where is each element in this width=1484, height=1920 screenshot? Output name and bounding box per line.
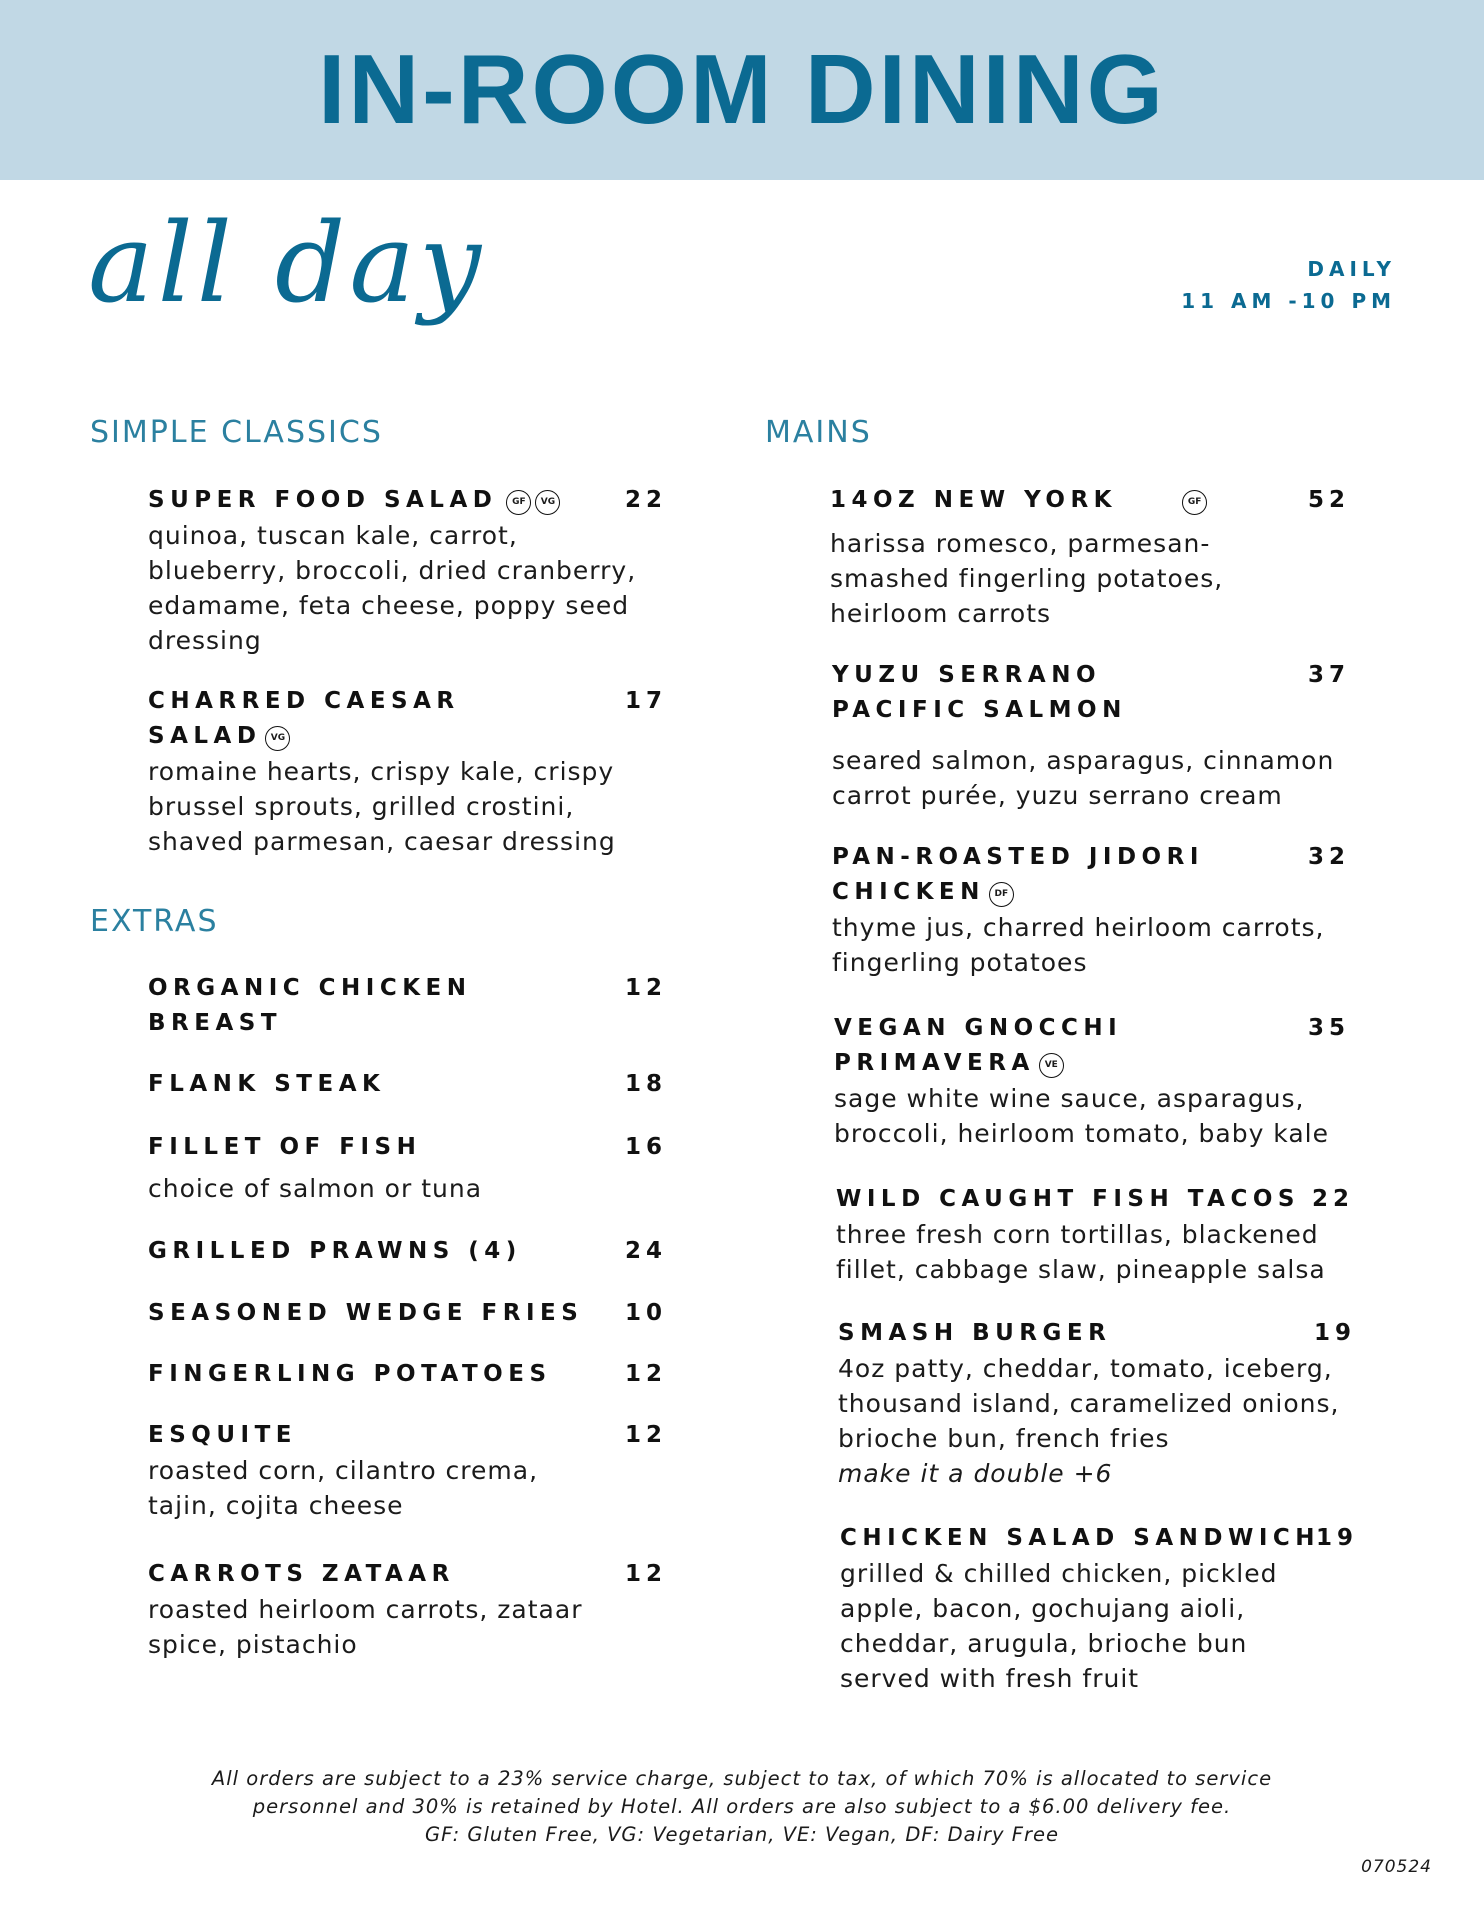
item-name: FILLET OF FISH bbox=[148, 1134, 422, 1160]
item-price: 24 bbox=[625, 1238, 668, 1264]
item-name: PAN-ROASTED JIDORI bbox=[832, 844, 1204, 870]
item-header bbox=[832, 840, 1362, 910]
menu-item bbox=[148, 1357, 668, 1392]
item-note: make it a double +6 bbox=[838, 1459, 1113, 1488]
item-description-line: cheddar, arugula, brioche bun bbox=[840, 1629, 1248, 1658]
df-badge-icon: DF bbox=[989, 882, 1014, 907]
item-description-line: fingerling potatoes bbox=[832, 948, 1088, 977]
gf-badge-icon: GF bbox=[506, 490, 531, 515]
item-name: CHICKEN bbox=[832, 879, 985, 905]
item-header bbox=[838, 1316, 1368, 1351]
menu-item bbox=[148, 1296, 668, 1331]
item-description-line: apple, bacon, gochujang aioli, bbox=[840, 1594, 1246, 1623]
item-price: 16 bbox=[625, 1134, 668, 1160]
item-name: SMASH BURGER bbox=[838, 1320, 1112, 1346]
item-header bbox=[840, 1521, 1370, 1556]
item-description-line: seared salmon, asparagus, cinnamon bbox=[832, 746, 1335, 775]
item-name: BREAST bbox=[148, 1010, 283, 1036]
item-price: 22 bbox=[625, 487, 668, 513]
menu-version-code: 070524 bbox=[1361, 1857, 1432, 1877]
item-header bbox=[834, 1011, 1364, 1081]
item-price: 35 bbox=[1308, 1015, 1351, 1041]
item-description-line: thyme jus, charred heirloom carrots, bbox=[832, 913, 1325, 942]
item-name: 14OZ NEW YORK bbox=[830, 487, 1118, 513]
menu-item bbox=[148, 1418, 668, 1523]
item-header bbox=[148, 1067, 668, 1102]
section-title-simple-classics: SIMPLE CLASSICS bbox=[90, 415, 383, 450]
menu-item bbox=[148, 1234, 668, 1269]
item-description-line: shaved parmesan, caesar dressing bbox=[148, 827, 616, 856]
hours-times: 11 AM -10 PM bbox=[1181, 289, 1396, 313]
item-description-line: heirloom carrots bbox=[830, 599, 1052, 628]
menu-item bbox=[148, 1130, 668, 1206]
menu-item bbox=[148, 483, 668, 658]
item-price: 52 bbox=[1308, 487, 1351, 513]
item-name: CHARRED CAESAR bbox=[148, 688, 460, 714]
item-description-line: thousand island, caramelized onions, bbox=[838, 1389, 1340, 1418]
item-description-line: fillet, cabbage slaw, pineapple salsa bbox=[836, 1255, 1326, 1284]
item-price: 19 bbox=[1316, 1525, 1359, 1551]
item-header bbox=[148, 1357, 668, 1392]
item-description-line: spice, pistachio bbox=[148, 1630, 358, 1659]
item-description-line: served with fresh fruit bbox=[840, 1664, 1140, 1693]
item-description-line: 4oz patty, cheddar, tomato, iceberg, bbox=[838, 1354, 1333, 1383]
item-description-line: smashed fingerling potatoes, bbox=[830, 564, 1224, 593]
item-description-line: carrot purée, yuzu serrano cream bbox=[832, 781, 1283, 810]
item-name: FINGERLING POTATOES bbox=[148, 1361, 552, 1387]
section-title-extras: EXTRAS bbox=[90, 904, 219, 939]
item-description-line: sage white wine sauce, asparagus, bbox=[834, 1084, 1305, 1113]
section-title-mains: MAINS bbox=[765, 415, 872, 450]
item-header bbox=[148, 1296, 668, 1331]
item-description-line: three fresh corn tortillas, blackened bbox=[836, 1220, 1319, 1249]
footer-line: personnel and 30% is retained by Hotel. All orders are also subject to a $6.00 delivery fee. bbox=[252, 1795, 1232, 1818]
item-price: 18 bbox=[625, 1071, 668, 1097]
item-name: YUZU SERRANO bbox=[832, 662, 1101, 688]
item-description-line: brioche bun, french fries bbox=[838, 1424, 1170, 1453]
vg-badge-icon: VG bbox=[265, 726, 290, 751]
item-description-line: roasted heirloom carrots, zataar bbox=[148, 1595, 583, 1624]
menu-item bbox=[148, 684, 668, 859]
item-header bbox=[148, 684, 668, 754]
item-price: 17 bbox=[625, 688, 668, 714]
menu-item bbox=[834, 1011, 1364, 1151]
item-description-line: broccoli, heirloom tomato, baby kale bbox=[834, 1119, 1329, 1148]
item-name: CARROTS ZATAAR bbox=[148, 1561, 455, 1587]
menu-item bbox=[832, 840, 1362, 980]
menu-item bbox=[832, 658, 1362, 813]
item-description-line: quinoa, tuscan kale, carrot, bbox=[148, 521, 518, 550]
item-description-line: choice of salmon or tuna bbox=[148, 1174, 483, 1203]
item-price: 37 bbox=[1308, 662, 1351, 688]
menu-item bbox=[148, 1557, 668, 1662]
item-header bbox=[832, 658, 1362, 728]
item-description-line: romaine hearts, crispy kale, crispy bbox=[148, 757, 615, 786]
item-name: WILD CAUGHT FISH TACOS bbox=[836, 1186, 1300, 1212]
item-price: 10 bbox=[625, 1300, 668, 1326]
item-name: SUPER FOOD SALAD bbox=[148, 487, 498, 513]
item-header bbox=[830, 483, 1360, 518]
item-price: 12 bbox=[625, 975, 668, 1001]
item-description-line: brussel sprouts, grilled crostini, bbox=[148, 792, 575, 821]
item-description-line: roasted corn, cilantro crema, bbox=[148, 1456, 539, 1485]
footer-disclaimer bbox=[150, 1765, 1334, 1849]
menu-item bbox=[148, 1067, 668, 1102]
item-header bbox=[148, 971, 668, 1041]
ve-badge-icon: VE bbox=[1039, 1053, 1064, 1078]
item-description-line: dressing bbox=[148, 626, 262, 655]
page-title: IN-ROOM DINING bbox=[318, 34, 1166, 144]
script-subtitle: all day bbox=[88, 199, 486, 327]
item-price: 12 bbox=[625, 1561, 668, 1587]
item-price: 32 bbox=[1308, 844, 1351, 870]
item-name: SEASONED WEDGE FRIES bbox=[148, 1300, 584, 1326]
menu-item bbox=[830, 483, 1360, 631]
item-header bbox=[148, 1234, 668, 1269]
item-header bbox=[148, 1418, 668, 1453]
item-price: 22 bbox=[1312, 1186, 1355, 1212]
item-name: PRIMAVERA bbox=[834, 1050, 1035, 1076]
item-name: PACIFIC SALMON bbox=[832, 697, 1127, 723]
footer-line: GF: Gluten Free, VG: Vegetarian, VE: Vegan, DF: Dairy Free bbox=[424, 1823, 1059, 1846]
item-price: 12 bbox=[625, 1422, 668, 1448]
item-description-line: grilled & chilled chicken, pickled bbox=[840, 1559, 1278, 1588]
item-name: GRILLED PRAWNS (4) bbox=[148, 1238, 522, 1264]
item-name: SALAD bbox=[148, 723, 262, 749]
item-header bbox=[836, 1182, 1366, 1217]
menu-item bbox=[838, 1316, 1368, 1491]
item-header bbox=[148, 483, 668, 518]
item-name: ORGANIC CHICKEN bbox=[148, 975, 472, 1001]
footer-line: All orders are subject to a 23% service charge, subject to tax, of which 70% is allocated to service bbox=[211, 1767, 1273, 1790]
item-description-line: blueberry, broccoli, dried cranberry, bbox=[148, 556, 637, 585]
hours-days: DAILY bbox=[1307, 257, 1396, 281]
item-header bbox=[148, 1557, 668, 1592]
item-header bbox=[148, 1130, 668, 1165]
menu-item bbox=[840, 1521, 1370, 1696]
item-description-line: tajin, cojita cheese bbox=[148, 1491, 404, 1520]
item-price: 12 bbox=[625, 1361, 668, 1387]
item-name: CHICKEN SALAD SANDWICH bbox=[840, 1525, 1321, 1551]
item-description-line: edamame, feta cheese, poppy seed bbox=[148, 591, 630, 620]
gf-badge-icon: GF bbox=[1182, 490, 1207, 515]
vg-badge-icon: VG bbox=[535, 490, 560, 515]
menu-item bbox=[148, 971, 668, 1041]
header-banner bbox=[0, 0, 1484, 180]
item-name: VEGAN GNOCCHI bbox=[834, 1015, 1123, 1041]
item-name: FLANK STEAK bbox=[148, 1071, 386, 1097]
item-price: 19 bbox=[1314, 1320, 1357, 1346]
item-description-line: harissa romesco, parmesan- bbox=[830, 529, 1211, 558]
service-hours bbox=[1181, 253, 1396, 317]
menu-item bbox=[836, 1182, 1366, 1287]
item-name: ESQUITE bbox=[148, 1422, 297, 1448]
